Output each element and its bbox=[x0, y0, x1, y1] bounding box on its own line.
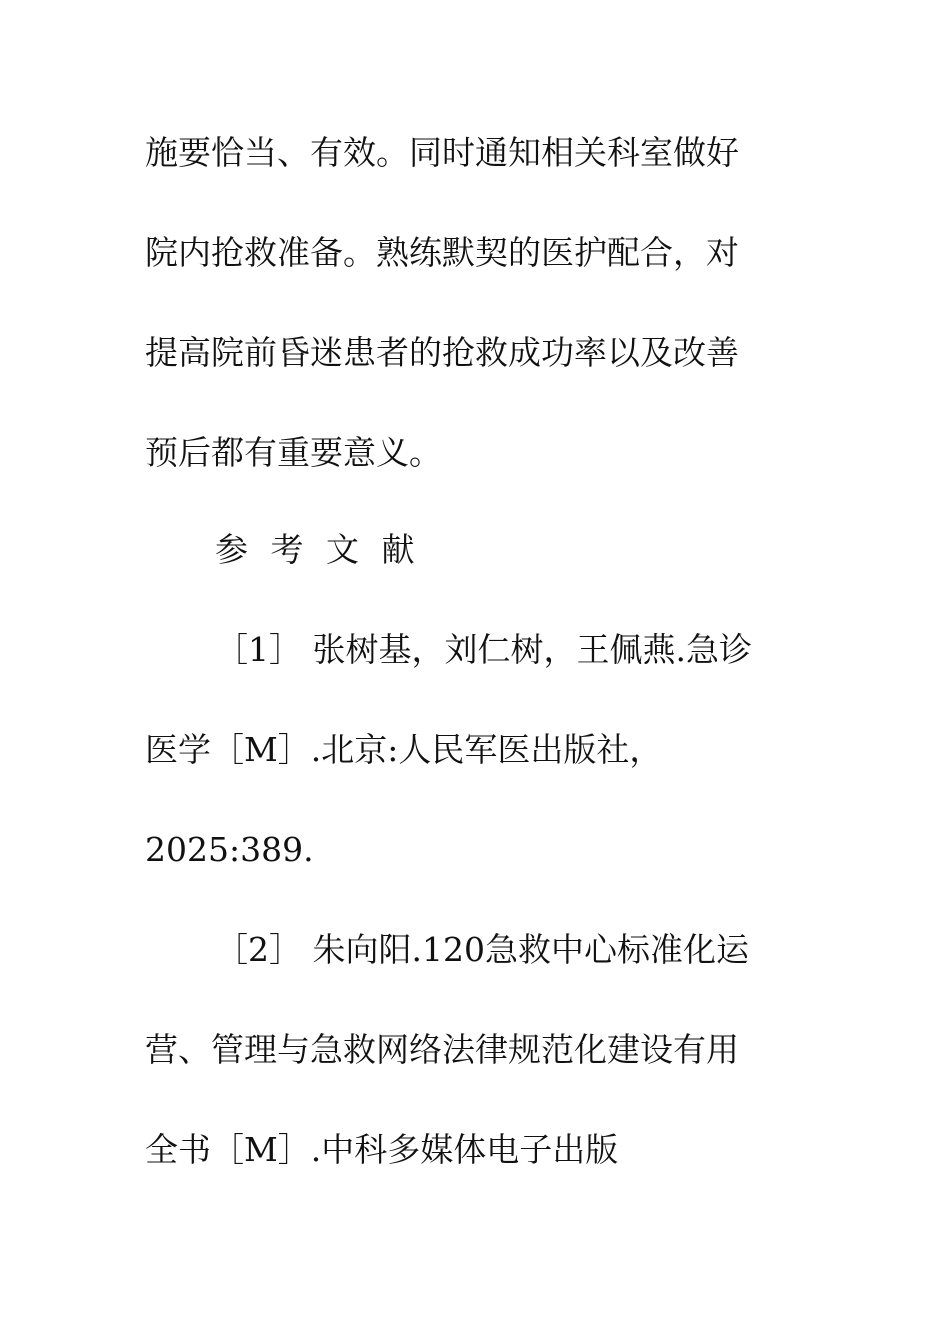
reference-1-line-1: ［1］ 张树基，刘仁树，王佩燕.急诊 bbox=[215, 630, 752, 669]
body-text-line-1: 施要恰当、有效。同时通知相关科室做好 bbox=[145, 133, 739, 172]
reference-1-line-2: 医学［M］.北京:人民军医出版社， bbox=[145, 730, 663, 769]
reference-1-line-3: 2025:389. bbox=[145, 830, 314, 869]
body-text-line-4: 预后都有重要意义。 bbox=[145, 433, 442, 472]
body-text-line-2: 院内抢救准备。熟练默契的医护配合，对 bbox=[145, 233, 739, 272]
reference-2-line-3: 全书［M］.中科多媒体电子出版 bbox=[145, 1130, 619, 1169]
reference-2-line-2: 营、管理与急救网络法律规范化建设有用 bbox=[145, 1030, 739, 1069]
reference-2-line-1: ［2］ 朱向阳.120急救中心标准化运 bbox=[215, 930, 749, 969]
references-heading: 参 考 文 献 bbox=[215, 530, 415, 569]
body-text-line-3: 提高院前昏迷患者的抢救成功率以及改善 bbox=[145, 333, 739, 372]
